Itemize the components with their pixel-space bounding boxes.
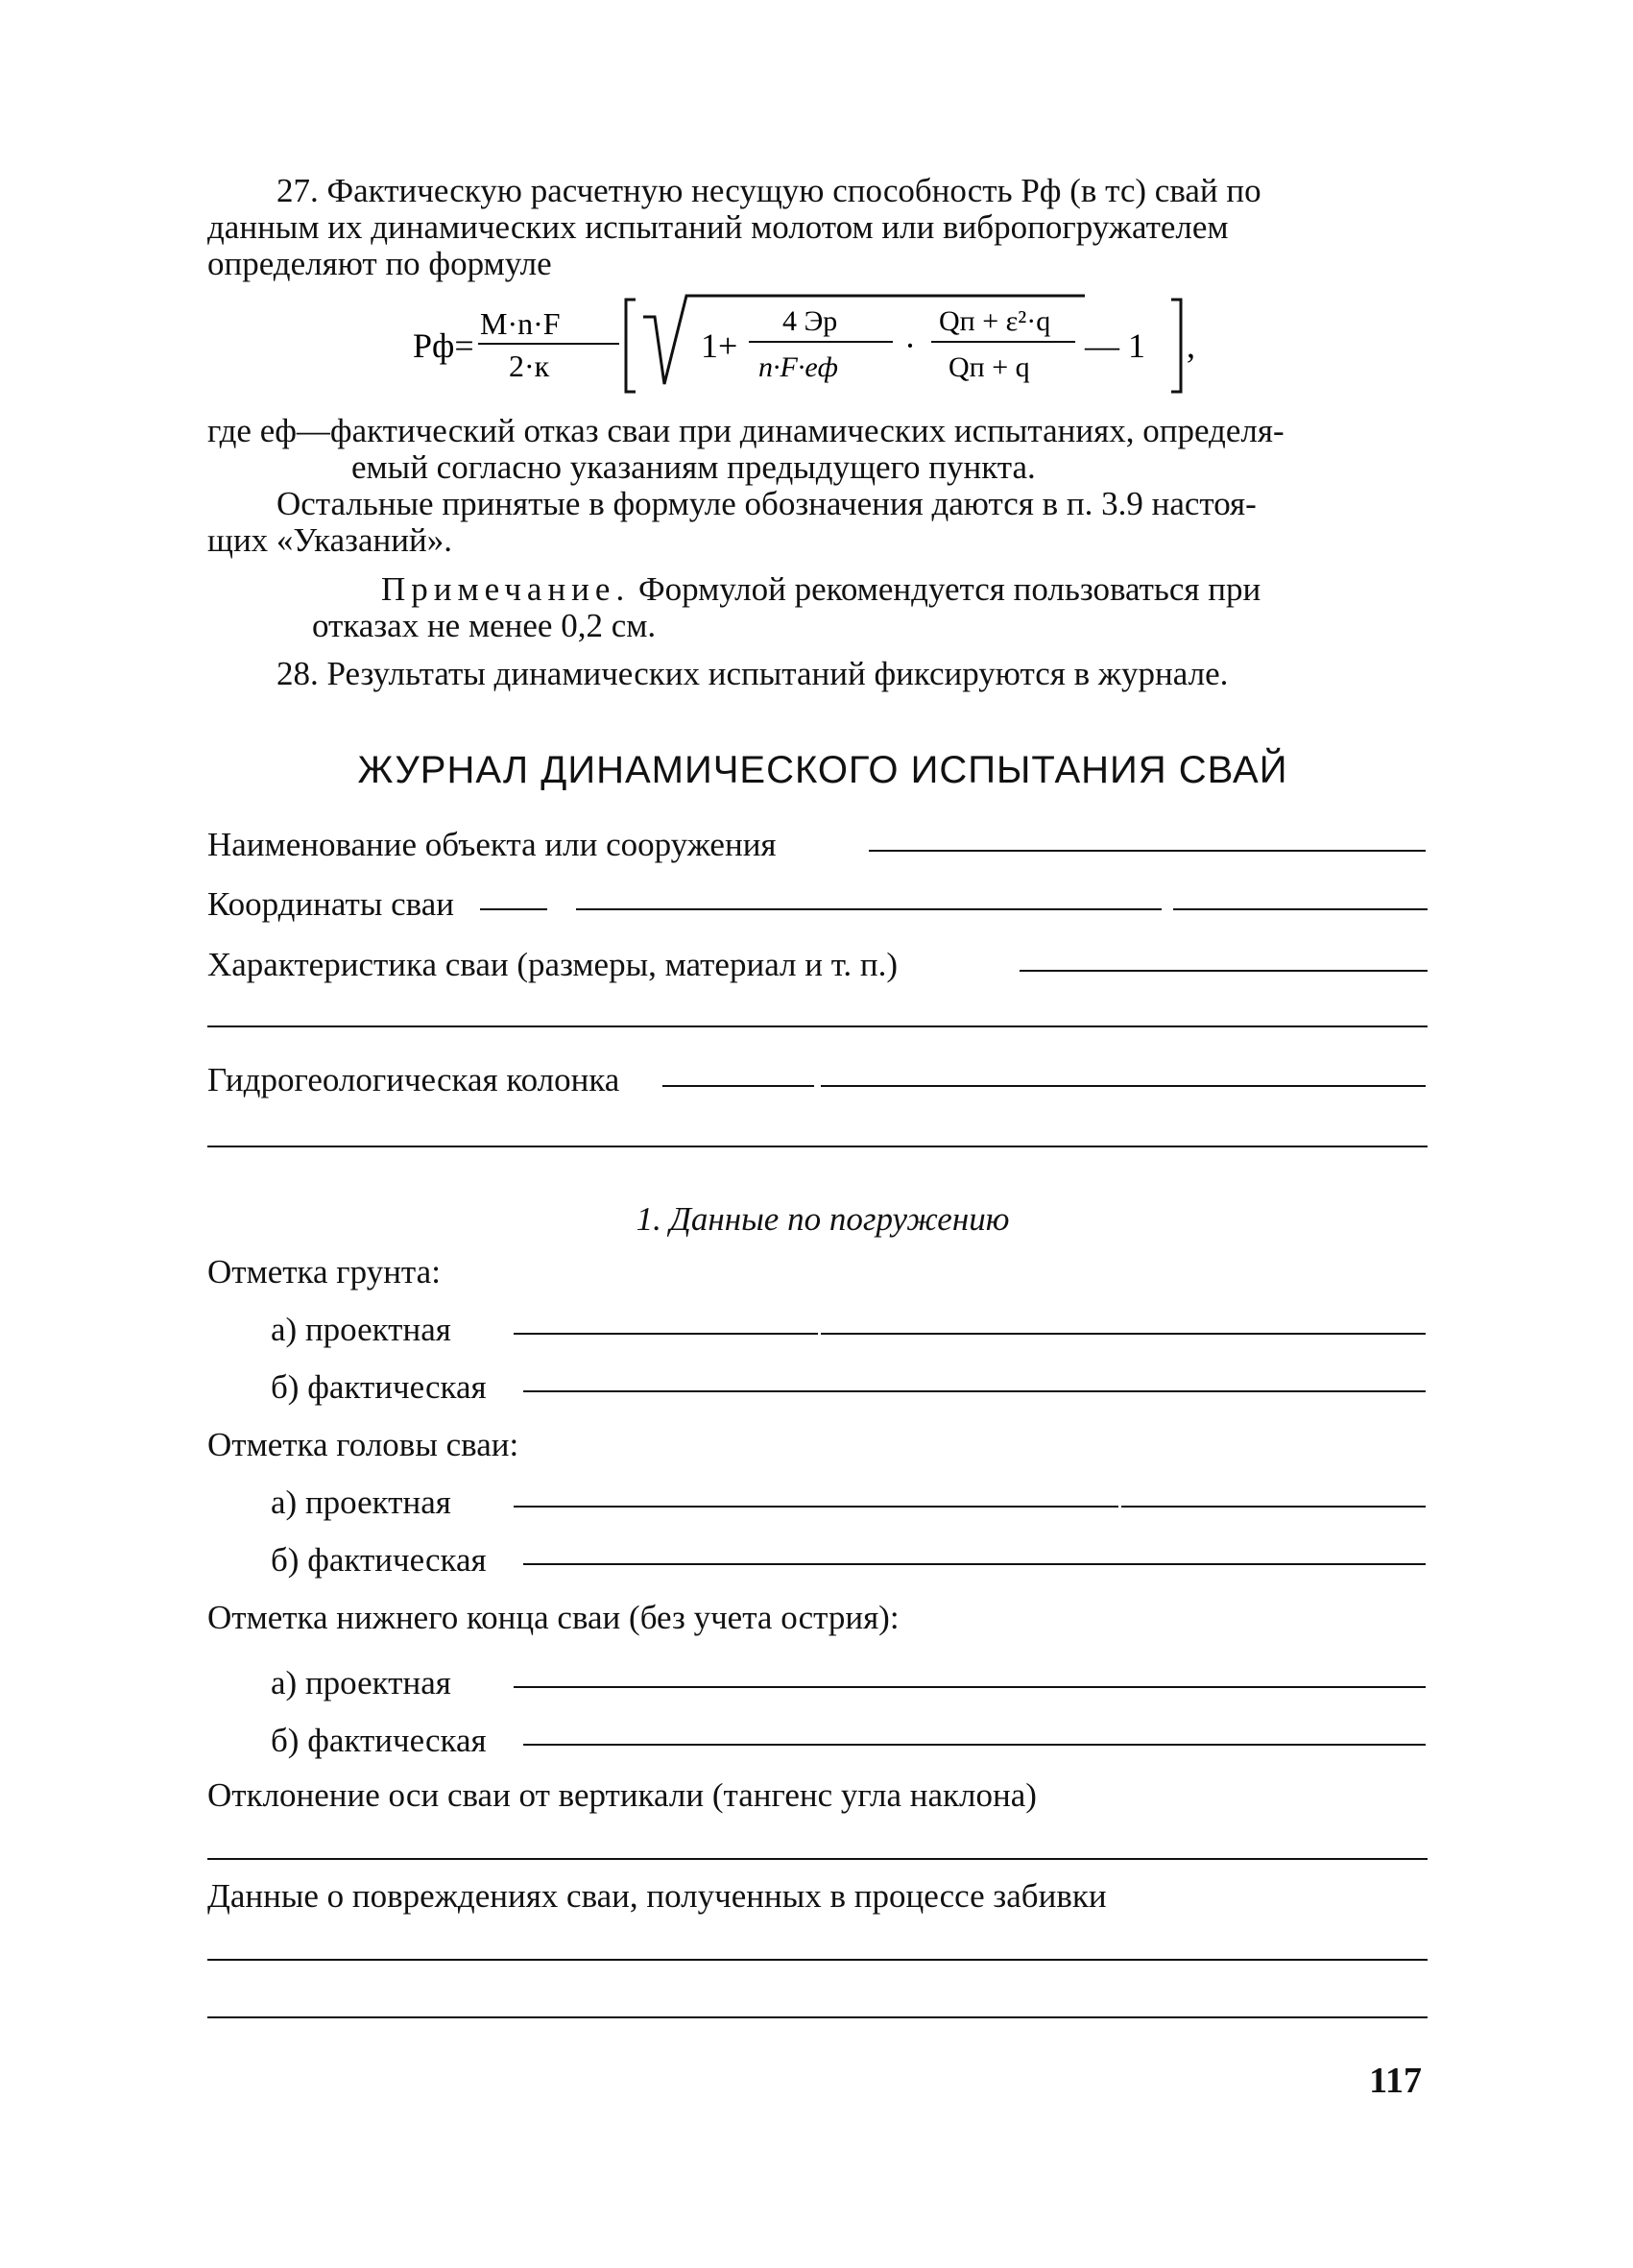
- coordinates-line-3: [1173, 908, 1428, 910]
- bottom-actual-label: б) фактическая: [271, 1722, 487, 1759]
- bottom-actual-line: [523, 1744, 1426, 1746]
- formula-svg: [413, 288, 1210, 403]
- formula-factor-denominator: 2·к: [509, 349, 550, 383]
- deviation-label: Отклонение оси сваи от вертикали (тангенс угла наклона): [207, 1776, 1037, 1814]
- formula-one: 1+: [701, 326, 738, 365]
- object-name-label: Наименование объекта или сооружения: [207, 826, 777, 863]
- deviation-line: [207, 1858, 1428, 1860]
- page-number: 117: [1369, 2061, 1422, 2101]
- damage-line-1: [207, 1959, 1428, 1961]
- damage-label: Данные о повреждениях сваи, полученных в процессе забивки: [207, 1877, 1107, 1915]
- characteristics-line-2: [207, 1025, 1428, 1027]
- damage-line-2: [207, 2016, 1428, 2018]
- bearing-capacity-formula: [413, 288, 1210, 403]
- paragraph-27: [207, 173, 1438, 282]
- ground-actual-label: б) фактическая: [271, 1368, 487, 1406]
- where-line-1: где eф—фактический отказ сваи при динамических испытаниях, определя-: [207, 412, 1285, 449]
- formula-factor-numerator: M·n·F: [480, 306, 561, 341]
- where-line-4: щих «Указаний».: [207, 521, 452, 559]
- characteristics-line: [1020, 970, 1428, 972]
- journal-title: ЖУРНАЛ ДИНАМИЧЕСКОГО ИСПЫТАНИЯ СВАЙ: [357, 749, 1288, 791]
- note-label: Примечание.: [381, 570, 631, 608]
- formula-minus-one: — 1: [1085, 326, 1145, 365]
- bottom-mark-label: Отметка нижнего конца сваи (без учета острия):: [207, 1599, 900, 1636]
- formula-explanation: [207, 413, 1438, 559]
- ground-design-line-1: [514, 1333, 818, 1335]
- head-design-line-2: [1121, 1506, 1426, 1508]
- paragraph-27-line-1: 27. Фактическую расчетную несущую способность Pф (в тс) свай по: [276, 172, 1261, 209]
- ground-actual-line: [523, 1390, 1426, 1392]
- hydro-line-1: [662, 1085, 814, 1087]
- hydro-line-2: [821, 1085, 1426, 1087]
- pile-characteristics-label: Характеристика сваи (размеры, материал и т. п.): [207, 946, 899, 983]
- paragraph-27-line-3: определяют по формуле: [207, 245, 552, 282]
- note: [312, 571, 1437, 644]
- bottom-design-line: [514, 1686, 1426, 1688]
- formula-lhs: Pф=: [413, 326, 474, 365]
- coordinates-line-2: [576, 908, 1162, 910]
- note-line-1: Формулой рекомендуется пользоваться при: [630, 570, 1261, 608]
- paragraph-27-line-2: данным их динамических испытаний молотом или вибропогружателем: [207, 208, 1229, 246]
- bottom-design-label: а) проектная: [271, 1664, 451, 1701]
- formula-frac1-numerator: 4 Эр: [782, 305, 838, 337]
- formula-tail: ,: [1187, 326, 1195, 365]
- head-actual-line: [523, 1563, 1426, 1565]
- pile-coordinates-label: Координаты сваи: [207, 885, 454, 923]
- paragraph-28: 28. Результаты динамических испытаний фиксируются в журнале.: [276, 655, 1229, 692]
- formula-frac1-denominator: n·F·eф: [758, 351, 838, 383]
- where-line-3: Остальные принятые в формуле обозначения даются в п. 3.9 настоя-: [276, 485, 1257, 522]
- hydro-column-label: Гидрогеологическая колонка: [207, 1061, 620, 1098]
- ground-mark-label: Отметка грунта:: [207, 1253, 441, 1291]
- head-design-label: а) проектная: [271, 1484, 451, 1521]
- head-mark-label: Отметка головы сваи:: [207, 1426, 519, 1463]
- section-1-title: 1. Данные по погружению: [636, 1200, 1010, 1238]
- object-name-line: [869, 850, 1426, 852]
- hydro-line-3: [207, 1146, 1428, 1147]
- formula-frac2-denominator: Qп + q: [949, 351, 1030, 383]
- where-line-2: емый согласно указаниям предыдущего пункта.: [351, 448, 1036, 486]
- coordinates-line-1: [480, 908, 547, 910]
- formula-frac2-numerator: Qп + ε²·q: [939, 305, 1051, 337]
- head-actual-label: б) фактическая: [271, 1541, 487, 1579]
- ground-design-line-2: [821, 1333, 1426, 1335]
- formula-dot: ·: [904, 326, 916, 365]
- ground-design-label: а) проектная: [271, 1311, 451, 1348]
- note-line-2: отказах не менее 0,2 см.: [312, 607, 657, 644]
- head-design-line-1: [514, 1506, 1118, 1508]
